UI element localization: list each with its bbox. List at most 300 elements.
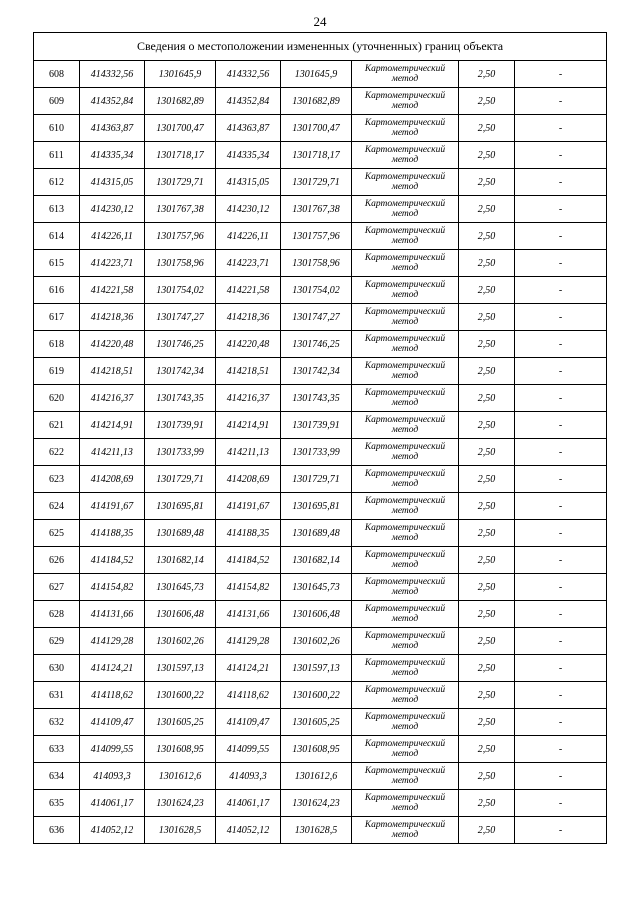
table-title: Сведения о местоположении измененных (уточненных) границ объекта	[34, 33, 607, 61]
description-cell: -	[515, 763, 607, 790]
method-cell	[352, 682, 459, 709]
existing-y-cell: 1301682,89	[145, 88, 216, 115]
refined-y-cell: 1301682,14	[281, 547, 352, 574]
point-number: 618	[34, 331, 80, 358]
point-number: 628	[34, 601, 80, 628]
description-cell: -	[515, 682, 607, 709]
existing-y-cell: 1301695,81	[145, 493, 216, 520]
method-line-1: Картометрический	[364, 631, 446, 641]
refined-y-cell: 1301733,99	[281, 439, 352, 466]
table-row	[34, 385, 607, 412]
method-cell	[352, 709, 459, 736]
point-number: 627	[34, 574, 80, 601]
table-row	[34, 61, 607, 88]
method-line-1: Картометрический	[364, 739, 446, 749]
point-number: 629	[34, 628, 80, 655]
table-row	[34, 304, 607, 331]
point-number: 609	[34, 88, 80, 115]
description-cell: -	[515, 304, 607, 331]
refined-x-cell: 414211,13	[216, 439, 281, 466]
table-row	[34, 790, 607, 817]
refined-y-cell: 1301754,02	[281, 277, 352, 304]
description-cell: -	[515, 412, 607, 439]
existing-x-cell: 414061,17	[80, 790, 145, 817]
existing-x-cell: 414131,66	[80, 601, 145, 628]
existing-x-cell: 414352,84	[80, 88, 145, 115]
refined-y-cell: 1301746,25	[281, 331, 352, 358]
point-number: 617	[34, 304, 80, 331]
method-line-2: метод	[391, 587, 419, 597]
method-cell	[352, 385, 459, 412]
description-cell: -	[515, 493, 607, 520]
existing-x-cell: 414052,12	[80, 817, 145, 844]
table-row	[34, 169, 607, 196]
table-row	[34, 142, 607, 169]
existing-x-cell: 414109,47	[80, 709, 145, 736]
method-cell	[352, 304, 459, 331]
description-cell: -	[515, 790, 607, 817]
description-cell: -	[515, 358, 607, 385]
page-number: 24	[313, 14, 327, 29]
refined-x-cell: 414335,34	[216, 142, 281, 169]
method-line-1: Картометрический	[364, 280, 446, 290]
existing-y-cell: 1301612,6	[145, 763, 216, 790]
table-row	[34, 439, 607, 466]
description-cell: -	[515, 250, 607, 277]
method-cell	[352, 196, 459, 223]
existing-y-cell: 1301628,5	[145, 817, 216, 844]
accuracy-cell: 2,50	[459, 277, 515, 304]
refined-x-cell: 414124,21	[216, 655, 281, 682]
method-cell	[352, 790, 459, 817]
point-number: 608	[34, 61, 80, 88]
refined-x-cell: 414129,28	[216, 628, 281, 655]
table-row	[34, 682, 607, 709]
refined-y-cell: 1301645,73	[281, 574, 352, 601]
existing-y-cell: 1301767,38	[145, 196, 216, 223]
refined-x-cell: 414093,3	[216, 763, 281, 790]
existing-x-cell: 414129,28	[80, 628, 145, 655]
table-row	[34, 763, 607, 790]
existing-y-cell: 1301743,35	[145, 385, 216, 412]
method-line-2: метод	[391, 371, 419, 381]
accuracy-cell: 2,50	[459, 574, 515, 601]
method-line-2: метод	[391, 506, 419, 516]
existing-y-cell: 1301757,96	[145, 223, 216, 250]
refined-x-cell: 414223,71	[216, 250, 281, 277]
existing-x-cell: 414223,71	[80, 250, 145, 277]
existing-y-cell: 1301605,25	[145, 709, 216, 736]
refined-x-cell: 414208,69	[216, 466, 281, 493]
method-cell	[352, 331, 459, 358]
existing-x-cell: 414226,11	[80, 223, 145, 250]
method-line-1: Картометрический	[364, 469, 446, 479]
accuracy-cell: 2,50	[459, 709, 515, 736]
refined-y-cell: 1301742,34	[281, 358, 352, 385]
existing-x-cell: 414188,35	[80, 520, 145, 547]
method-line-1: Картометрический	[364, 64, 446, 74]
table-row	[34, 358, 607, 385]
existing-x-cell: 414214,91	[80, 412, 145, 439]
refined-x-cell: 414131,66	[216, 601, 281, 628]
refined-y-cell: 1301624,23	[281, 790, 352, 817]
refined-y-cell: 1301700,47	[281, 115, 352, 142]
description-cell: -	[515, 115, 607, 142]
existing-x-cell: 414118,62	[80, 682, 145, 709]
refined-x-cell: 414184,52	[216, 547, 281, 574]
description-cell: -	[515, 736, 607, 763]
point-number: 625	[34, 520, 80, 547]
existing-x-cell: 414184,52	[80, 547, 145, 574]
description-cell: -	[515, 574, 607, 601]
point-number: 623	[34, 466, 80, 493]
method-cell	[352, 115, 459, 142]
existing-y-cell: 1301608,95	[145, 736, 216, 763]
refined-y-cell: 1301758,96	[281, 250, 352, 277]
refined-x-cell: 414214,91	[216, 412, 281, 439]
method-cell	[352, 763, 459, 790]
description-cell: -	[515, 331, 607, 358]
point-number: 616	[34, 277, 80, 304]
existing-y-cell: 1301729,71	[145, 466, 216, 493]
refined-y-cell: 1301628,5	[281, 817, 352, 844]
method-line-1: Картометрический	[364, 496, 446, 506]
point-number: 610	[34, 115, 80, 142]
refined-y-cell: 1301757,96	[281, 223, 352, 250]
method-line-2: метод	[391, 479, 419, 489]
method-cell	[352, 466, 459, 493]
existing-y-cell: 1301739,91	[145, 412, 216, 439]
method-cell	[352, 169, 459, 196]
method-line-2: метод	[391, 749, 419, 759]
table-row	[34, 736, 607, 763]
point-number: 614	[34, 223, 80, 250]
existing-y-cell: 1301606,48	[145, 601, 216, 628]
existing-x-cell: 414221,58	[80, 277, 145, 304]
table-row	[34, 628, 607, 655]
method-line-2: метод	[391, 290, 419, 300]
existing-x-cell: 414218,36	[80, 304, 145, 331]
method-line-2: метод	[391, 668, 419, 678]
method-line-2: метод	[391, 317, 419, 327]
table-row	[34, 817, 607, 844]
method-cell	[352, 412, 459, 439]
method-cell	[352, 223, 459, 250]
accuracy-cell: 2,50	[459, 817, 515, 844]
existing-y-cell: 1301747,27	[145, 304, 216, 331]
refined-x-cell: 414118,62	[216, 682, 281, 709]
boundary-coordinates-table	[33, 32, 607, 844]
point-number: 620	[34, 385, 80, 412]
existing-y-cell: 1301758,96	[145, 250, 216, 277]
method-line-2: метод	[391, 425, 419, 435]
method-line-1: Картометрический	[364, 604, 446, 614]
point-number: 612	[34, 169, 80, 196]
description-cell: -	[515, 277, 607, 304]
table-row	[34, 601, 607, 628]
existing-x-cell: 414124,21	[80, 655, 145, 682]
method-line-1: Картометрический	[364, 712, 446, 722]
method-line-1: Картометрический	[364, 307, 446, 317]
refined-x-cell: 414352,84	[216, 88, 281, 115]
method-line-2: метод	[391, 182, 419, 192]
method-line-2: метод	[391, 74, 419, 84]
existing-x-cell: 414332,56	[80, 61, 145, 88]
existing-y-cell: 1301645,73	[145, 574, 216, 601]
accuracy-cell: 2,50	[459, 385, 515, 412]
point-number: 611	[34, 142, 80, 169]
method-line-1: Картометрический	[364, 523, 446, 533]
method-line-2: метод	[391, 128, 419, 138]
refined-x-cell: 414052,12	[216, 817, 281, 844]
method-line-1: Картометрический	[364, 766, 446, 776]
accuracy-cell: 2,50	[459, 682, 515, 709]
method-line-2: метод	[391, 614, 419, 624]
table-row	[34, 88, 607, 115]
method-line-2: метод	[391, 209, 419, 219]
refined-x-cell: 414109,47	[216, 709, 281, 736]
method-line-2: метод	[391, 722, 419, 732]
refined-y-cell: 1301767,38	[281, 196, 352, 223]
refined-x-cell: 414188,35	[216, 520, 281, 547]
refined-x-cell: 414191,67	[216, 493, 281, 520]
refined-y-cell: 1301597,13	[281, 655, 352, 682]
refined-x-cell: 414218,51	[216, 358, 281, 385]
accuracy-cell: 2,50	[459, 547, 515, 574]
accuracy-cell: 2,50	[459, 223, 515, 250]
point-number: 636	[34, 817, 80, 844]
refined-x-cell: 414315,05	[216, 169, 281, 196]
method-line-2: метод	[391, 344, 419, 354]
refined-y-cell: 1301605,25	[281, 709, 352, 736]
accuracy-cell: 2,50	[459, 655, 515, 682]
refined-y-cell: 1301729,71	[281, 466, 352, 493]
refined-y-cell: 1301600,22	[281, 682, 352, 709]
method-cell	[352, 250, 459, 277]
accuracy-cell: 2,50	[459, 169, 515, 196]
description-cell: -	[515, 601, 607, 628]
accuracy-cell: 2,50	[459, 88, 515, 115]
existing-y-cell: 1301689,48	[145, 520, 216, 547]
refined-x-cell: 414061,17	[216, 790, 281, 817]
existing-y-cell: 1301746,25	[145, 331, 216, 358]
existing-y-cell: 1301718,17	[145, 142, 216, 169]
refined-y-cell: 1301612,6	[281, 763, 352, 790]
description-cell: -	[515, 655, 607, 682]
table-row	[34, 655, 607, 682]
existing-y-cell: 1301733,99	[145, 439, 216, 466]
method-line-2: метод	[391, 452, 419, 462]
refined-x-cell: 414216,37	[216, 385, 281, 412]
method-line-1: Картометрический	[364, 820, 446, 830]
existing-y-cell: 1301597,13	[145, 655, 216, 682]
table-row	[34, 115, 607, 142]
accuracy-cell: 2,50	[459, 304, 515, 331]
accuracy-cell: 2,50	[459, 61, 515, 88]
table-body	[34, 33, 607, 844]
description-cell: -	[515, 385, 607, 412]
description-cell: -	[515, 61, 607, 88]
accuracy-cell: 2,50	[459, 358, 515, 385]
method-line-2: метод	[391, 776, 419, 786]
accuracy-cell: 2,50	[459, 790, 515, 817]
accuracy-cell: 2,50	[459, 763, 515, 790]
existing-y-cell: 1301754,02	[145, 277, 216, 304]
accuracy-cell: 2,50	[459, 331, 515, 358]
method-line-1: Картометрический	[364, 577, 446, 587]
description-cell: -	[515, 88, 607, 115]
method-line-1: Картометрический	[364, 145, 446, 155]
point-number: 632	[34, 709, 80, 736]
method-cell	[352, 574, 459, 601]
description-cell: -	[515, 169, 607, 196]
accuracy-cell: 2,50	[459, 601, 515, 628]
description-cell: -	[515, 628, 607, 655]
existing-y-cell: 1301700,47	[145, 115, 216, 142]
point-number: 633	[34, 736, 80, 763]
method-cell	[352, 655, 459, 682]
table-row	[34, 466, 607, 493]
accuracy-cell: 2,50	[459, 520, 515, 547]
method-cell	[352, 439, 459, 466]
table-row	[34, 331, 607, 358]
description-cell: -	[515, 520, 607, 547]
existing-x-cell: 414093,3	[80, 763, 145, 790]
refined-y-cell: 1301729,71	[281, 169, 352, 196]
table-row	[34, 574, 607, 601]
existing-x-cell: 414218,51	[80, 358, 145, 385]
method-cell	[352, 142, 459, 169]
description-cell: -	[515, 709, 607, 736]
description-cell: -	[515, 439, 607, 466]
point-number: 613	[34, 196, 80, 223]
method-cell	[352, 277, 459, 304]
existing-x-cell: 414315,05	[80, 169, 145, 196]
existing-y-cell: 1301742,34	[145, 358, 216, 385]
table-row	[34, 412, 607, 439]
point-number: 619	[34, 358, 80, 385]
point-number: 626	[34, 547, 80, 574]
existing-x-cell: 414230,12	[80, 196, 145, 223]
accuracy-cell: 2,50	[459, 466, 515, 493]
method-cell	[352, 547, 459, 574]
existing-y-cell: 1301624,23	[145, 790, 216, 817]
method-line-1: Картометрический	[364, 658, 446, 668]
refined-y-cell: 1301747,27	[281, 304, 352, 331]
table-row	[34, 547, 607, 574]
refined-y-cell: 1301718,17	[281, 142, 352, 169]
method-line-1: Картометрический	[364, 199, 446, 209]
point-number: 630	[34, 655, 80, 682]
table-row	[34, 277, 607, 304]
refined-x-cell: 414226,11	[216, 223, 281, 250]
accuracy-cell: 2,50	[459, 115, 515, 142]
existing-y-cell: 1301602,26	[145, 628, 216, 655]
existing-x-cell: 414154,82	[80, 574, 145, 601]
method-line-1: Картометрический	[364, 550, 446, 560]
existing-y-cell: 1301682,14	[145, 547, 216, 574]
refined-y-cell: 1301645,9	[281, 61, 352, 88]
refined-x-cell: 414099,55	[216, 736, 281, 763]
existing-x-cell: 414208,69	[80, 466, 145, 493]
table-row	[34, 709, 607, 736]
table-row	[34, 493, 607, 520]
table-row	[34, 250, 607, 277]
accuracy-cell: 2,50	[459, 439, 515, 466]
description-cell: -	[515, 196, 607, 223]
refined-x-cell: 414218,36	[216, 304, 281, 331]
refined-x-cell: 414154,82	[216, 574, 281, 601]
point-number: 631	[34, 682, 80, 709]
method-cell	[352, 736, 459, 763]
accuracy-cell: 2,50	[459, 736, 515, 763]
accuracy-cell: 2,50	[459, 250, 515, 277]
method-line-2: метод	[391, 263, 419, 273]
method-line-1: Картометрический	[364, 334, 446, 344]
method-line-1: Картометрический	[364, 388, 446, 398]
existing-y-cell: 1301729,71	[145, 169, 216, 196]
accuracy-cell: 2,50	[459, 412, 515, 439]
table-row	[34, 223, 607, 250]
point-number: 635	[34, 790, 80, 817]
existing-x-cell: 414363,87	[80, 115, 145, 142]
table-row	[34, 520, 607, 547]
existing-x-cell: 414191,67	[80, 493, 145, 520]
existing-y-cell: 1301600,22	[145, 682, 216, 709]
point-number: 624	[34, 493, 80, 520]
method-line-1: Картометрический	[364, 253, 446, 263]
description-cell: -	[515, 466, 607, 493]
method-line-2: метод	[391, 803, 419, 813]
method-cell	[352, 61, 459, 88]
point-number: 615	[34, 250, 80, 277]
method-line-2: метод	[391, 155, 419, 165]
table-row	[34, 196, 607, 223]
method-line-1: Картометрический	[364, 172, 446, 182]
refined-y-cell: 1301606,48	[281, 601, 352, 628]
method-cell	[352, 88, 459, 115]
point-number: 634	[34, 763, 80, 790]
method-line-1: Картометрический	[364, 226, 446, 236]
existing-x-cell: 414220,48	[80, 331, 145, 358]
method-line-2: метод	[391, 560, 419, 570]
refined-y-cell: 1301743,35	[281, 385, 352, 412]
description-cell: -	[515, 817, 607, 844]
refined-x-cell: 414363,87	[216, 115, 281, 142]
method-cell	[352, 520, 459, 547]
method-line-2: метод	[391, 398, 419, 408]
refined-y-cell: 1301695,81	[281, 493, 352, 520]
method-line-1: Картометрический	[364, 91, 446, 101]
method-line-1: Картометрический	[364, 685, 446, 695]
method-line-1: Картометрический	[364, 118, 446, 128]
accuracy-cell: 2,50	[459, 493, 515, 520]
table-title-row	[34, 33, 607, 61]
existing-x-cell: 414216,37	[80, 385, 145, 412]
refined-x-cell: 414332,56	[216, 61, 281, 88]
accuracy-cell: 2,50	[459, 142, 515, 169]
method-line-1: Картометрический	[364, 415, 446, 425]
method-line-2: метод	[391, 533, 419, 543]
refined-x-cell: 414230,12	[216, 196, 281, 223]
refined-y-cell: 1301739,91	[281, 412, 352, 439]
refined-y-cell: 1301602,26	[281, 628, 352, 655]
method-cell	[352, 817, 459, 844]
existing-x-cell: 414211,13	[80, 439, 145, 466]
method-line-2: метод	[391, 695, 419, 705]
method-line-1: Картометрический	[364, 793, 446, 803]
description-cell: -	[515, 223, 607, 250]
